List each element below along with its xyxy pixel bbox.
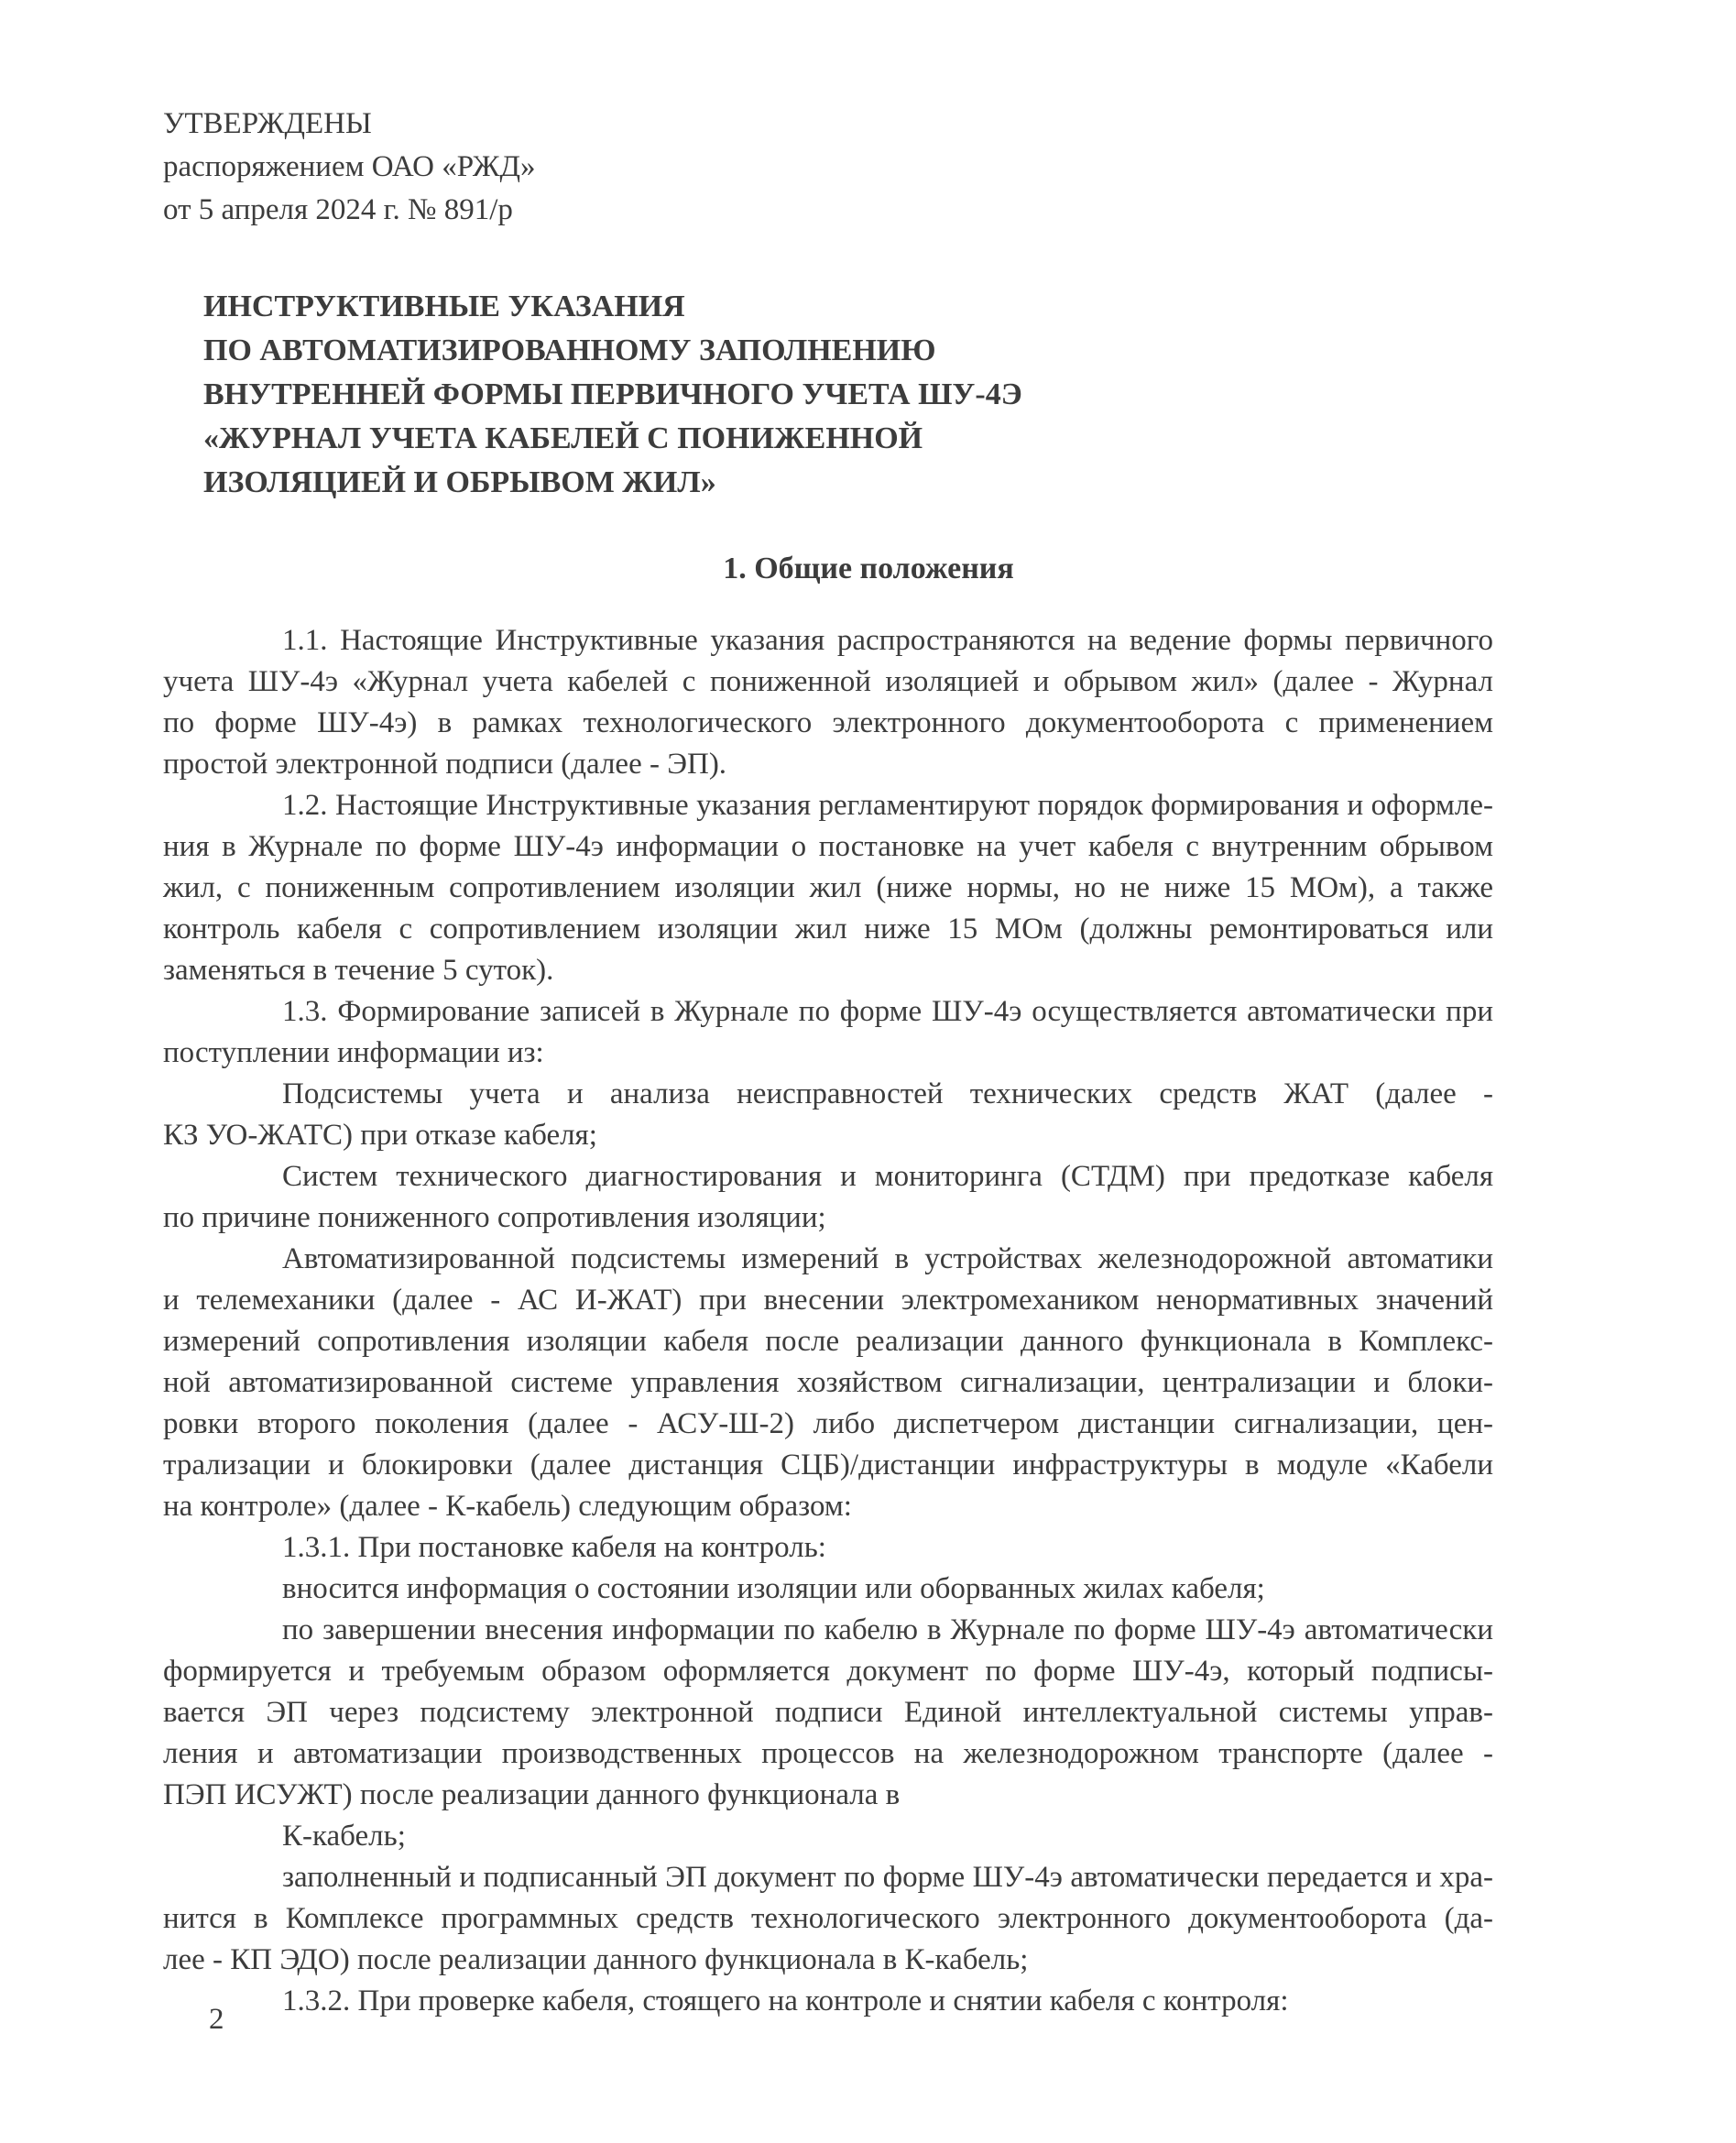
paragraph-line: ровки второго поколения (далее - АСУ-Ш-2) либо диспетчером дистанции сигнализации, цен- <box>163 1407 1493 1440</box>
approval-block <box>163 103 1493 232</box>
paragraph-line: нится в Комплексе программных средств технологического электронного документооборота (да- <box>163 1902 1493 1935</box>
paragraph-line: 1.3.2. При проверке кабеля, стоящего на контроле и снятии кабеля с контроля: <box>282 1984 1289 2017</box>
paragraph-line: по причине пониженного сопротивления изоляции; <box>163 1201 826 1234</box>
paragraph-line: жил, с пониженным сопротивлением изоляции жил (ниже нормы, но не ниже 15 МОм), а также <box>163 871 1493 904</box>
paragraph-line: 1.2. Настоящие Инструктивные указания регламентируют порядок формирования и оформле- <box>282 789 1493 822</box>
paragraph-line: учета ШУ-4э «Журнал учета кабелей с пониженной изоляцией и обрывом жил» (далее - Журнал <box>163 665 1493 698</box>
paragraph-line: на контроле» (далее - К-кабель) следующим образом: <box>163 1490 852 1523</box>
document-content <box>163 0 1493 2022</box>
paragraph-line: Систем технического диагностирования и мониторинга (СТДМ) при предотказе кабеля <box>282 1160 1493 1193</box>
paragraph-line: К-кабель; <box>282 1820 406 1853</box>
paragraph-line: вносится информация о состоянии изоляции или оборванных жилах кабеля; <box>282 1572 1265 1605</box>
page-number: 2 <box>209 2003 224 2036</box>
paragraph-line: заполненный и подписанный ЭП документ по форме ШУ-4э автоматически передается и хра- <box>282 1861 1493 1894</box>
paragraph-line: и телемеханики (далее - АС И-ЖАТ) при внесении электромехаником ненормативных значений <box>163 1284 1493 1317</box>
paragraph-line: 1.3.1. При постановке кабеля на контроль: <box>282 1531 826 1564</box>
paragraph-line: 1.1. Настоящие Инструктивные указания распространяются на ведение формы первичного <box>282 624 1493 657</box>
paragraph-line: ПЭП ИСУЖТ) после реализации данного функционала в <box>163 1778 901 1811</box>
paragraph-line: трализации и блокировки (далее дистанция СЦБ)/дистанции инфраструктуры в модуле «Кабели <box>163 1449 1493 1482</box>
paragraph-line: 1.3. Формирование записей в Журнале по форме ШУ-4э осуществляется автоматически при <box>282 995 1493 1028</box>
paragraph-line: формируется и требуемым образом оформляется документ по форме ШУ-4э, который подписы- <box>163 1655 1493 1688</box>
paragraph-line: ной автоматизированной системе управления хозяйством сигнализации, централизации и блоки- <box>163 1366 1493 1399</box>
document-title-line: ИЗОЛЯЦИЕЙ И ОБРЫВОМ ЖИЛ» <box>203 465 716 499</box>
document-title-line: ИНСТРУКТИВНЫЕ УКАЗАНИЯ <box>203 290 685 323</box>
paragraph-line: контроль кабеля с сопротивлением изоляции жил ниже 15 МОм (должны ремонтироваться или <box>163 913 1493 946</box>
paragraph-line: простой электронной подписи (далее - ЭП). <box>163 748 727 781</box>
paragraph-line: лее - КП ЭДО) после реализации данного функционала в К-кабель; <box>163 1943 1029 1976</box>
paragraph-line: вается ЭП через подсистему электронной подписи Единой интеллектуальной системы управ- <box>163 1696 1493 1729</box>
approval-line: УТВЕРЖДЕНЫ <box>163 107 372 140</box>
document-title <box>203 285 1534 505</box>
document-title-line: ВНУТРЕННЕЙ ФОРМЫ ПЕРВИЧНОГО УЧЕТА ШУ-4Э <box>203 377 1022 411</box>
document-body <box>163 620 1493 2022</box>
document-title-line: ПО АВТОМАТИЗИРОВАННОМУ ЗАПОЛНЕНИЮ <box>203 333 936 367</box>
section-heading: 1. Общие положения <box>723 552 1014 585</box>
paragraph-line: по завершении внесения информации по кабелю в Журнале по форме ШУ-4э автоматически <box>282 1613 1493 1646</box>
paragraph-line: ния в Журнале по форме ШУ-4э информации о постановке на учет кабеля с внутренним обрывом <box>163 830 1493 863</box>
paragraph-line: КЗ УО-ЖАТС) при отказе кабеля; <box>163 1119 597 1152</box>
paragraph-line: поступлении информации из: <box>163 1036 544 1069</box>
approval-line: распоряжением ОАО «РЖД» <box>163 150 536 183</box>
paragraph-line: по форме ШУ-4э) в рамках технологического электронного документооборота с применением <box>163 706 1493 739</box>
approval-line: от 5 апреля 2024 г. № 891/р <box>163 193 513 226</box>
paragraph-line: ления и автоматизации производственных процессов на железнодорожном транспорте (далее - <box>163 1737 1493 1770</box>
paragraph-line: измерений сопротивления изоляции кабеля после реализации данного функционала в Комплекс- <box>163 1325 1493 1358</box>
paragraph-line: заменяться в течение 5 суток). <box>163 954 554 987</box>
paragraph-line: Автоматизированной подсистемы измерений в устройствах железнодорожной автоматики <box>282 1242 1493 1275</box>
paragraph-line: Подсистемы учета и анализа неисправностей технических средств ЖАТ (далее - <box>282 1077 1493 1110</box>
document-title-line: «ЖУРНАЛ УЧЕТА КАБЕЛЕЙ С ПОНИЖЕННОЙ <box>203 421 923 455</box>
